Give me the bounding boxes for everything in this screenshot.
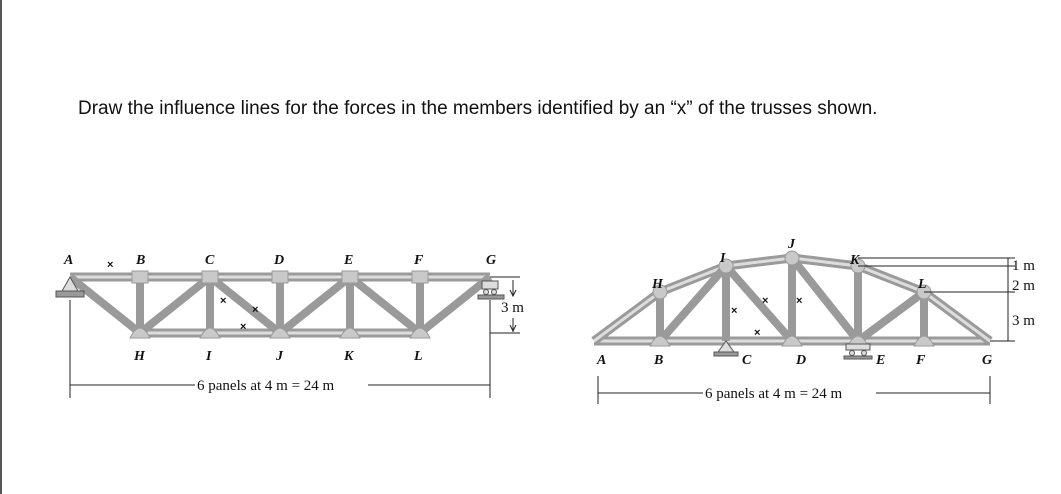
node-H: H [652, 277, 663, 292]
node-I: I [720, 251, 726, 266]
node-C: C [742, 353, 752, 368]
dim-3m: 3 m [1012, 313, 1035, 329]
node-D: D [274, 253, 285, 268]
node-G: G [982, 353, 993, 368]
node-I: I [206, 349, 212, 364]
span-label-left: 6 panels at 4 m = 24 m [197, 378, 335, 394]
node-K: K [850, 253, 860, 268]
node-E: E [876, 353, 886, 368]
node-A: A [64, 253, 74, 268]
member-marker: × [107, 259, 114, 271]
node-B: B [136, 253, 146, 268]
member-marker: × [731, 305, 738, 317]
node-D: D [796, 353, 807, 368]
node-E: E [344, 253, 354, 268]
right-roller-support [478, 281, 504, 299]
node-L: L [414, 349, 423, 364]
member-marker: × [240, 321, 247, 333]
height-label-left: 3 m [501, 300, 524, 316]
member-marker: × [796, 295, 803, 307]
member-marker: × [754, 327, 761, 339]
node-F: F [414, 253, 424, 268]
node-K: K [344, 349, 354, 364]
node-J: J [788, 237, 795, 252]
dim-2m: 2 m [1012, 278, 1035, 294]
node-B: B [654, 353, 664, 368]
diagonals [660, 258, 924, 341]
node-G: G [486, 253, 497, 268]
span-label-right: 6 panels at 4 m = 24 m [705, 386, 843, 402]
truss-left [56, 271, 504, 338]
roller-support-E [844, 344, 872, 359]
member-marker: × [220, 295, 227, 307]
truss-right [594, 251, 990, 359]
node-F: F [916, 353, 926, 368]
problem-text: Draw the influence lines for the forces in the members identified by an “x” of the trusses shown. [78, 98, 878, 119]
node-C: C [205, 253, 215, 268]
node-A: A [597, 353, 607, 368]
dim-1m: 1 m [1012, 258, 1035, 274]
member-marker: × [252, 304, 259, 316]
node-J: J [276, 349, 283, 364]
member-marker: × [762, 295, 769, 307]
node-H: H [134, 349, 145, 364]
node-L: L [918, 277, 927, 292]
verticals [140, 277, 420, 333]
